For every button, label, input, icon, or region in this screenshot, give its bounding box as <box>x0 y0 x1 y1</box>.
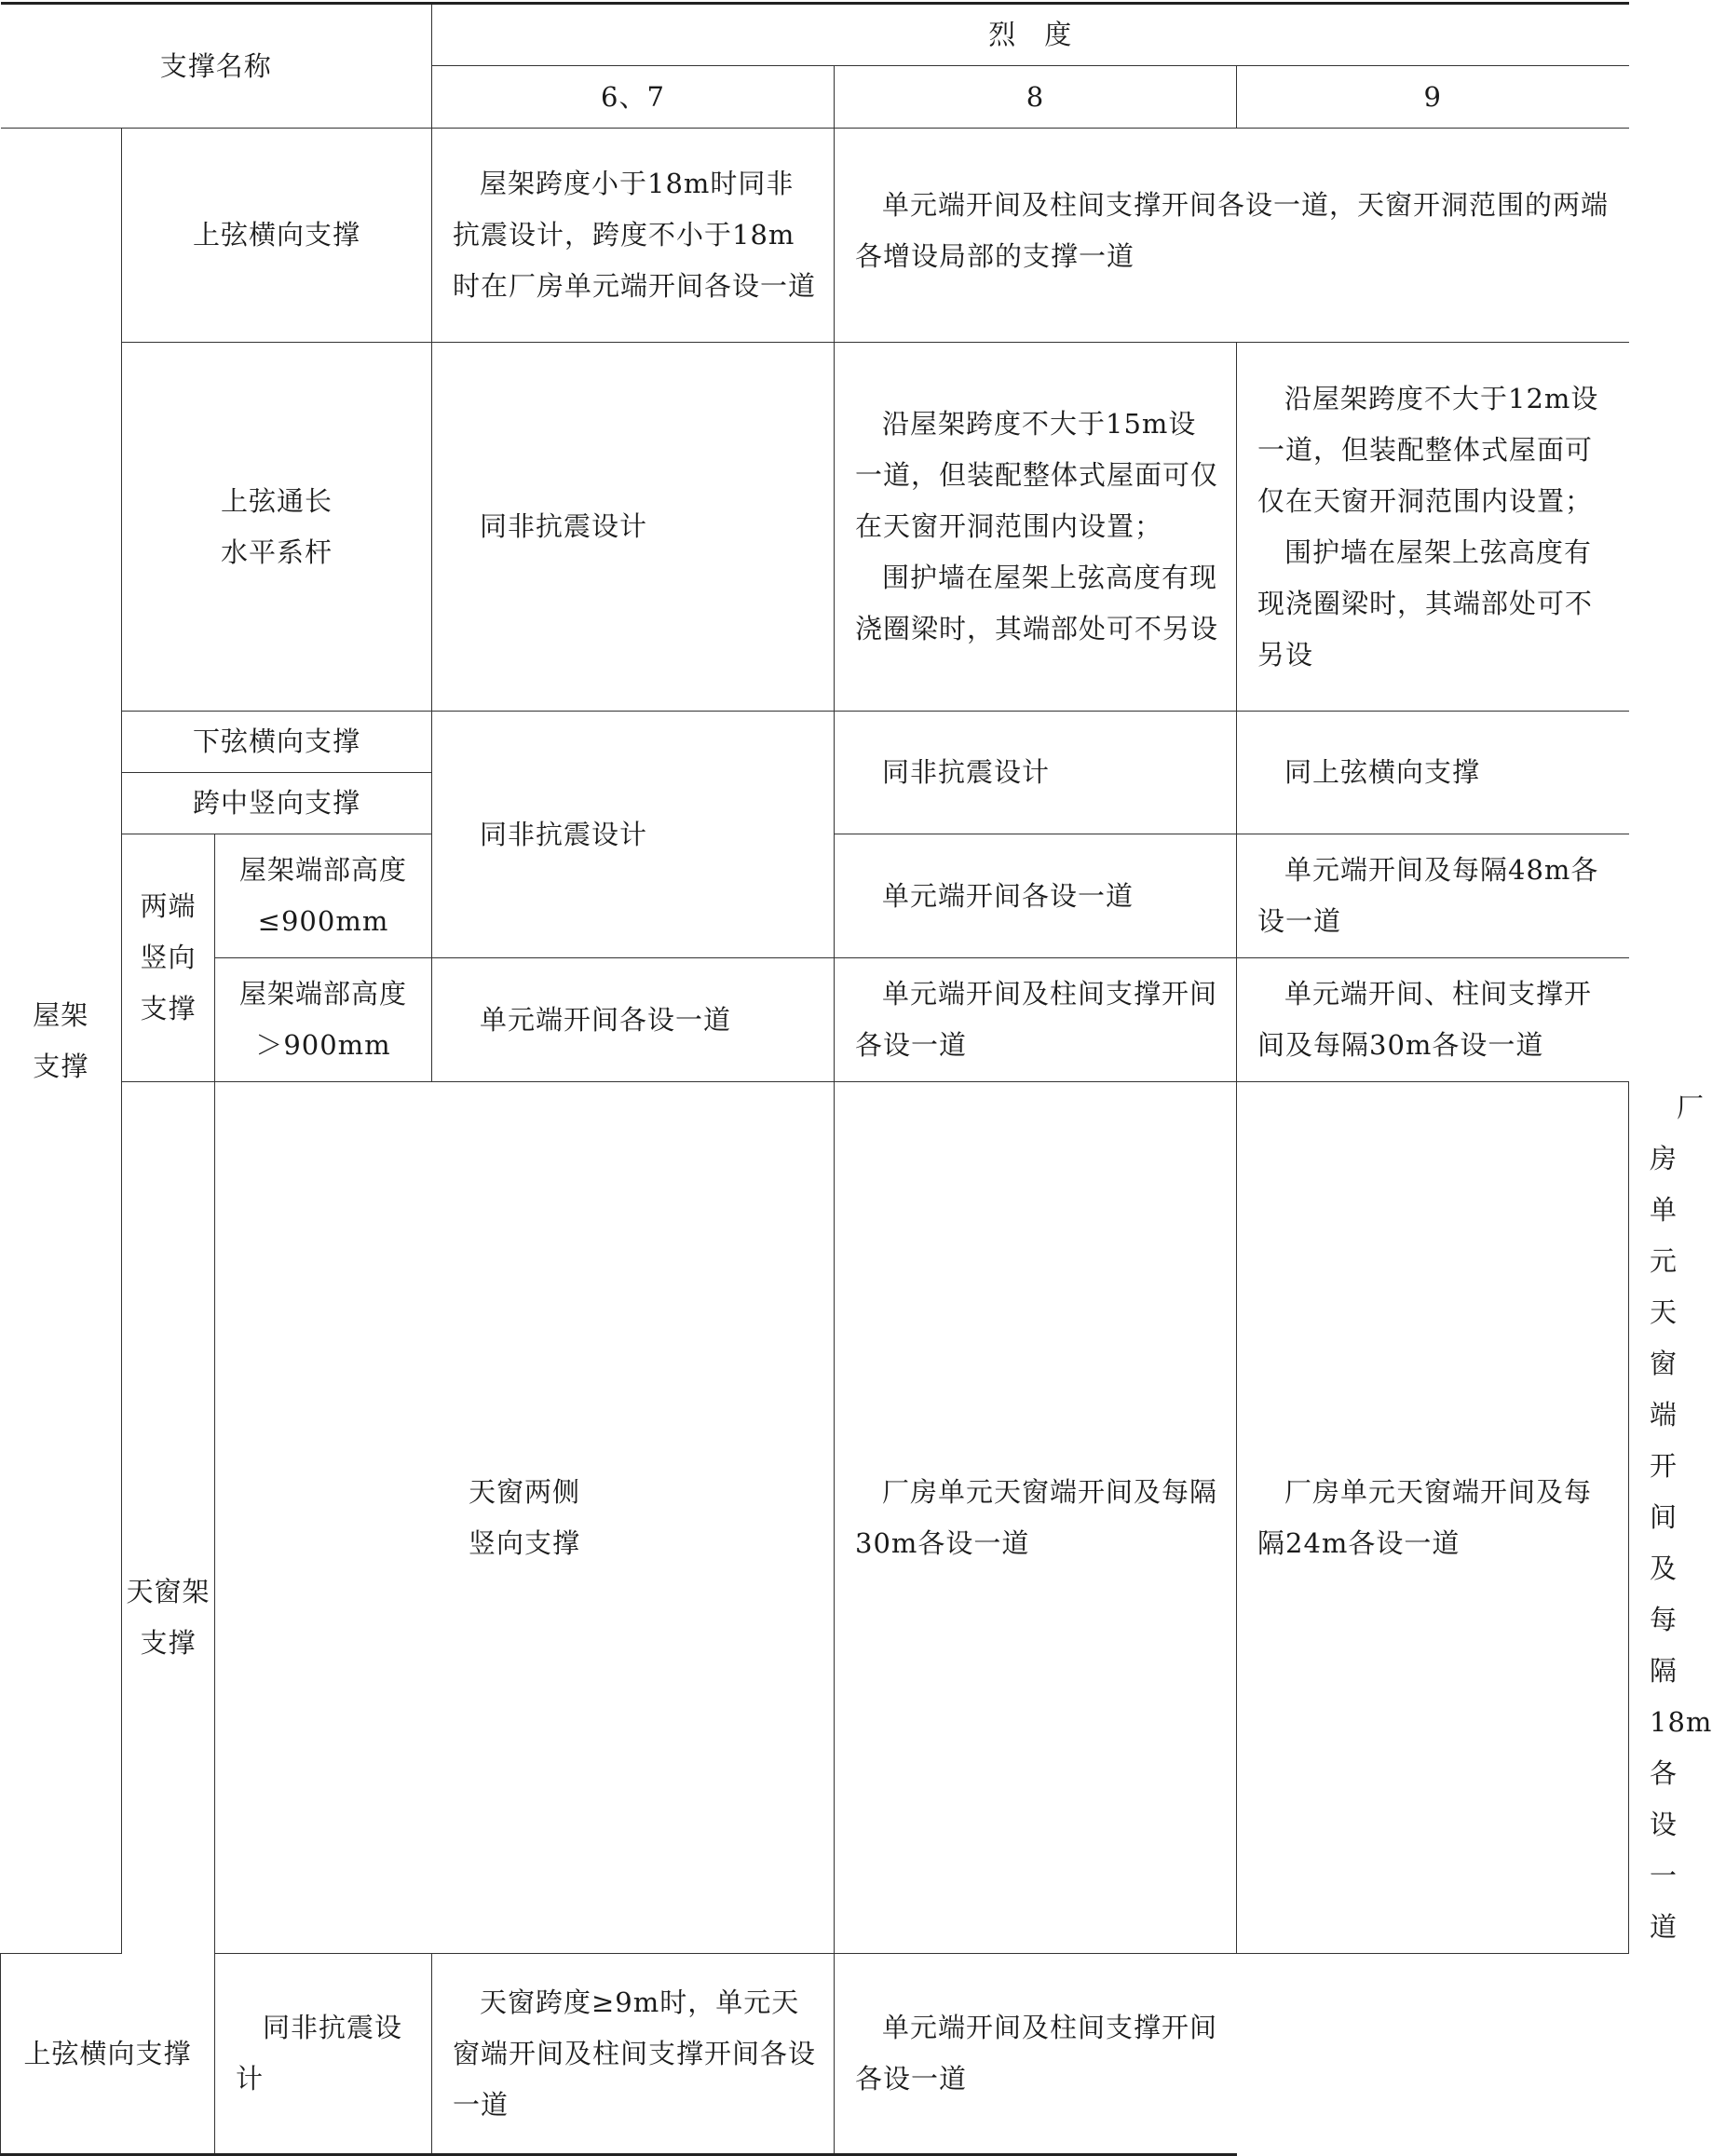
row-end-height-le-900-8: 单元端开间各设一道 <box>835 834 1237 958</box>
row-skylight-side-vertical-name: 天窗两侧 竖向支撑 <box>215 1082 835 1954</box>
header-support-name: 支撑名称 <box>1 4 432 129</box>
row-top-chord-tie-6-7: 同非抗震设计 <box>432 343 835 712</box>
row-top-chord-transverse-8-9: 单元端开间及柱间支撑开间各设一道，天窗开洞范围的两端各增设局部的支撑一道 <box>835 129 1629 343</box>
row-top-chord-tie-8: 沿屋架跨度不大于15m设一道，但装配整体式屋面可仅在天窗开洞范围内设置； 围护墙在屋架上弦高度有现浇圈梁时，其端部处可不另设 <box>835 343 1237 712</box>
header-intensity: 烈 度 <box>432 4 1629 66</box>
row-bottom-chord-midspan-9: 同上弦横向支撑 <box>1237 712 1629 834</box>
row-end-height-le-900-name: 屋架端部高度 ≤900mm <box>215 834 432 958</box>
row-top-chord-transverse-name: 上弦横向支撑 <box>122 129 432 343</box>
row-end-height-gt-900-9: 单元端开间、柱间支撑开间及每隔30m各设一道 <box>1237 958 1629 1082</box>
group-skylight-frame-support: 天窗架 支撑 <box>122 1082 215 2155</box>
row-skylight-top-chord-name: 上弦横向支撑 <box>1 1954 215 2155</box>
header-level-8: 8 <box>835 66 1237 129</box>
row-skylight-top-chord-6-7: 同非抗震设计 <box>215 1954 432 2155</box>
row-top-chord-tie-name: 上弦通长 水平系杆 <box>122 343 432 712</box>
group-roof-truss-support: 屋架 支撑 <box>1 129 122 1954</box>
row-skylight-side-vertical-8: 厂房单元天窗端开间及每隔24m各设一道 <box>1237 1082 1629 1954</box>
row-skylight-top-chord-9: 单元端开间及柱间支撑开间各设一道 <box>835 1954 1237 2155</box>
header-level-9: 9 <box>1237 66 1629 129</box>
row-end-height-gt-900-name: 屋架端部高度 ＞900mm <box>215 958 432 1082</box>
row-end-height-gt-900-8: 单元端开间及柱间支撑开间各设一道 <box>835 958 1237 1082</box>
row-midspan-vertical-name: 跨中竖向支撑 <box>122 773 432 834</box>
row-end-height-le-900-9: 单元端开间及每隔48m各设一道 <box>1237 834 1629 958</box>
bracing-table: 支撑名称 烈 度 6、7 8 9 屋架 支撑 上弦横向支撑 屋架跨度小于18m时同非抗震设计，跨度不小于18m时在厂房单元端开间各设一道 单元端开间及柱间支撑开间各设一道，天窗开洞范围的两端各增设局部的支撑一道 上弦通长 水平系杆 同非抗震设计 沿屋架跨度不大于15m设一道，但装配整体式屋面可仅在天窗开洞范围内设置； 围护墙在屋架上弦高度有现浇圈梁时，其端部处可不另设 沿屋架跨度不大于12m设一道，但装配整体式屋面可仅在天窗开洞范围内设置； 围护墙在屋架上弦高度有现浇圈梁时，其端部处可不另设 下弦横向支撑 同非抗震设计 同非抗震设计 同上弦横向支撑 跨中竖向支撑 两端 竖向 支撑 屋架端部高度 ≤900mm 单元端开间各设一道 单元端开间及每隔48m各设一道 屋架端部高度 ＞900mm 单元端开间各设一道 单元端开间及柱间支撑开间各设一道 单元端开间、柱间支撑开间及每隔30m各设一道 天窗架 支撑 天窗两侧 竖向支撑 厂房单元天窗端开间及每隔30m各设一道 厂房单元天窗端开间及每隔24m各设一道 厂房单元天窗端开间及每隔18m各设一道 上弦横向支撑 同非抗震设计 天窗跨度≥9m时，单元天窗端开间及柱间支撑开间各设一道 单元端开间及柱间支撑开间各设一道 <box>0 2 1629 2156</box>
row-end-height-gt-900-6-7: 单元端开间各设一道 <box>432 958 835 1082</box>
row-bottom-chord-midspan-6-7: 同非抗震设计 <box>432 712 835 958</box>
header-level-6-7: 6、7 <box>432 66 835 129</box>
row-skylight-side-vertical-6-7: 厂房单元天窗端开间及每隔30m各设一道 <box>835 1082 1237 1954</box>
row-bottom-chord-midspan-8: 同非抗震设计 <box>835 712 1237 834</box>
row-bottom-chord-transverse-name: 下弦横向支撑 <box>122 712 432 773</box>
row-top-chord-tie-9: 沿屋架跨度不大于12m设一道，但装配整体式屋面可仅在天窗开洞范围内设置； 围护墙在屋架上弦高度有现浇圈梁时，其端部处可不另设 <box>1237 343 1629 712</box>
row-top-chord-transverse-6-7: 屋架跨度小于18m时同非抗震设计，跨度不小于18m时在厂房单元端开间各设一道 <box>432 129 835 343</box>
row-skylight-top-chord-8: 天窗跨度≥9m时，单元天窗端开间及柱间支撑开间各设一道 <box>432 1954 835 2155</box>
group-end-vertical-support: 两端 竖向 支撑 <box>122 834 215 1082</box>
